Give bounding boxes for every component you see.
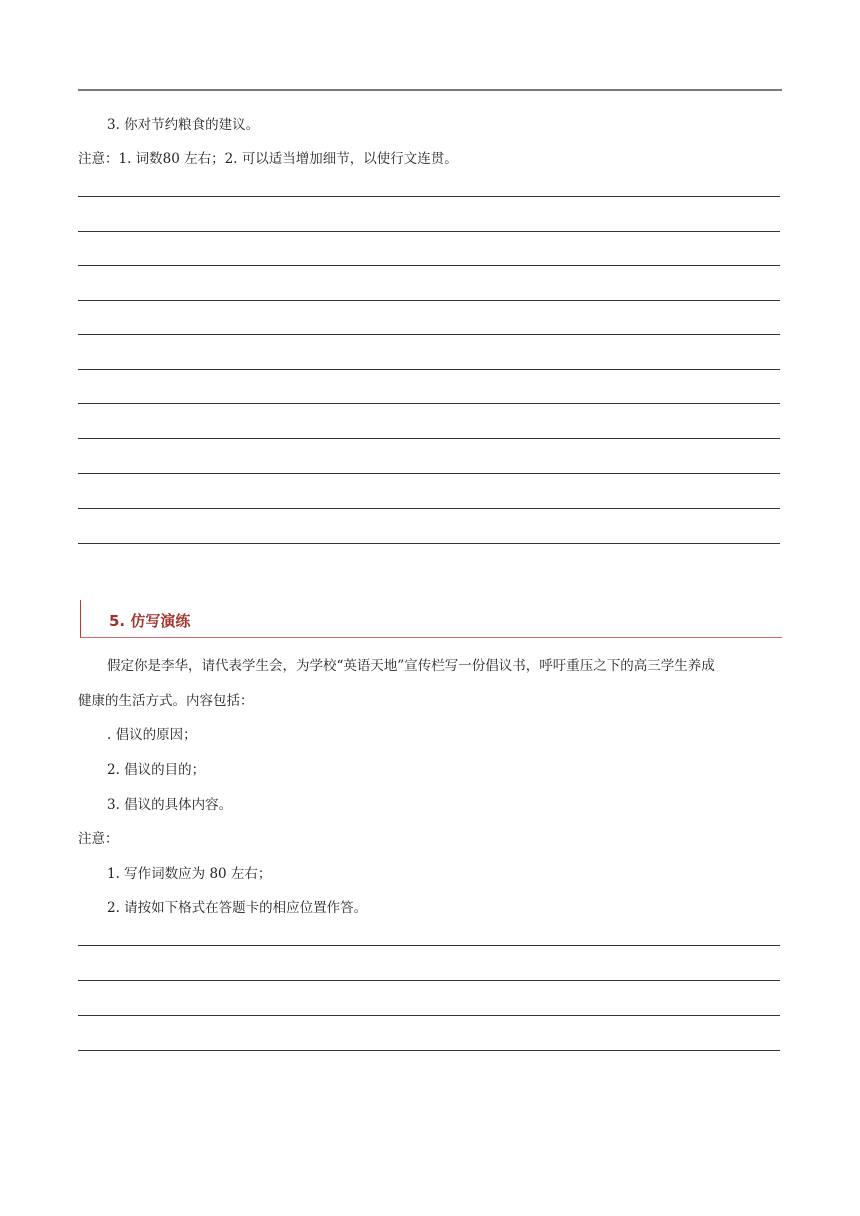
answer-line[interactable] [78, 1015, 780, 1016]
content-item: 2. 倡议的目的； [107, 762, 206, 778]
answer-line[interactable] [78, 403, 780, 404]
answer-line[interactable] [78, 196, 780, 197]
answer-line[interactable] [78, 945, 780, 946]
answer-line[interactable] [78, 300, 780, 301]
answer-line[interactable] [78, 265, 780, 266]
section-title: 5. 仿写演练 [109, 612, 191, 630]
writing-note: 注意：1. 词数80 左右；2. 可以适当增加细节，以使行文连贯。 [78, 151, 458, 167]
question-item-3: 3. 你对节约粮食的建议。 [107, 117, 260, 133]
answer-line[interactable] [78, 543, 780, 544]
answer-line[interactable] [78, 508, 780, 509]
answer-line[interactable] [78, 1050, 780, 1051]
note-item: 1. 写作词数应为 80 左右； [107, 866, 272, 882]
prompt-text: 健康的生活方式。内容包括： [78, 693, 254, 709]
header-rule [78, 89, 782, 91]
note-label: 注意： [78, 831, 119, 847]
answer-line[interactable] [78, 980, 780, 981]
answer-line[interactable] [78, 231, 780, 232]
content-item: 3. 倡议的具体内容。 [107, 797, 233, 813]
section-heading [80, 600, 782, 638]
answer-line[interactable] [78, 473, 780, 474]
answer-line[interactable] [78, 438, 780, 439]
answer-line[interactable] [78, 369, 780, 370]
answer-line[interactable] [78, 334, 780, 335]
note-item: 2. 请按如下格式在答题卡的相应位置作答。 [107, 900, 368, 916]
prompt-text: 假定你是李华，请代表学生会，为学校“英语天地”宣传栏写一份倡议书，呼吁重压之下的高三学生养成 [107, 658, 715, 674]
content-item: . 倡议的原因； [107, 727, 197, 743]
